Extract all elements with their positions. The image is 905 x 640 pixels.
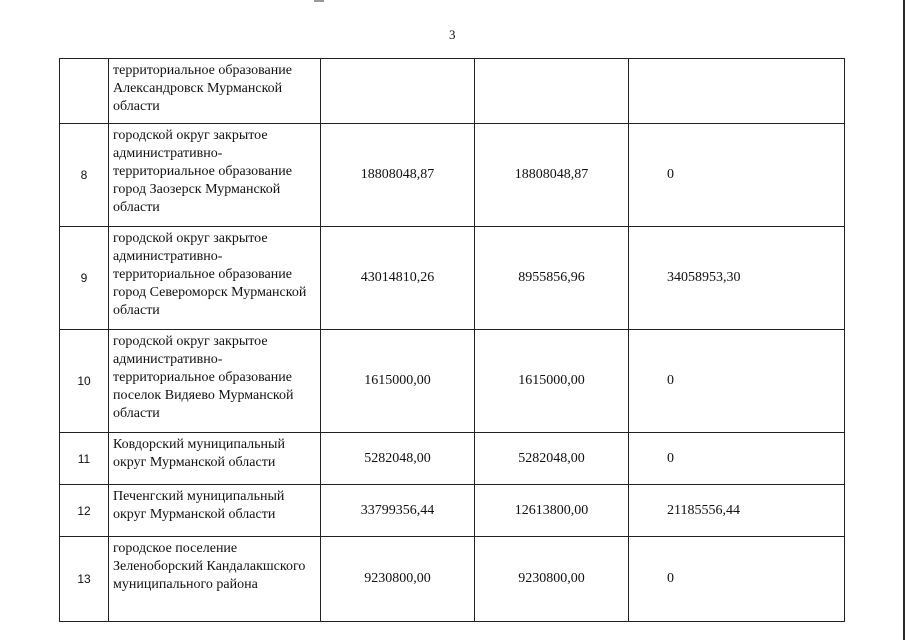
municipality-name: городское поселение Зеленоборский Кандалакшского муниципального района	[109, 537, 321, 622]
municipality-name: городской округ закрытое административно-территориальное образование город Заозерск Мурманской области	[109, 124, 321, 227]
amount-total: 43014810,26	[321, 227, 475, 330]
row-number: 10	[60, 330, 109, 433]
scan-mark	[314, 0, 324, 2]
row-number: 8	[60, 124, 109, 227]
amount-second: 18808048,87	[475, 124, 629, 227]
table-row	[60, 227, 845, 330]
amount-total: 9230800,00	[321, 537, 475, 622]
amount-second: 9230800,00	[475, 537, 629, 622]
row-number: 12	[60, 485, 109, 537]
budget-table	[59, 58, 845, 622]
amount-second: 5282048,00	[475, 433, 629, 485]
amount-third: 0	[629, 330, 845, 433]
amount-total: 33799356,44	[321, 485, 475, 537]
amount-total	[321, 59, 475, 124]
amount-second: 8955856,96	[475, 227, 629, 330]
amount-third: 0	[629, 124, 845, 227]
row-number: 13	[60, 537, 109, 622]
amount-third	[629, 59, 845, 124]
table-row	[60, 330, 845, 433]
amount-third: 0	[629, 537, 845, 622]
row-number	[60, 59, 109, 124]
amount-second: 12613800,00	[475, 485, 629, 537]
table-row	[60, 124, 845, 227]
table-row	[60, 537, 845, 622]
municipality-name: Печенгский муниципальный округ Мурманской области	[109, 485, 321, 537]
amount-second	[475, 59, 629, 124]
amount-second: 1615000,00	[475, 330, 629, 433]
amount-total: 18808048,87	[321, 124, 475, 227]
table-row	[60, 485, 845, 537]
row-number: 11	[60, 433, 109, 485]
page-number: 3	[449, 27, 456, 42]
municipality-name: городской округ закрытое административно-территориальное образование город Североморск Мурманской области	[109, 227, 321, 330]
amount-total: 5282048,00	[321, 433, 475, 485]
municipality-name: Ковдорский муниципальный округ Мурманской области	[109, 433, 321, 485]
amount-third: 0	[629, 433, 845, 485]
amount-total: 1615000,00	[321, 330, 475, 433]
table-row	[60, 59, 845, 124]
table-row	[60, 433, 845, 485]
amount-third: 21185556,44	[629, 485, 845, 537]
municipality-name: городской округ закрытое административно-территориальное образование поселок Видяево Мурманской области	[109, 330, 321, 433]
row-number: 9	[60, 227, 109, 330]
amount-third: 34058953,30	[629, 227, 845, 330]
municipality-name: территориальное образование Александровск Мурманской области	[109, 59, 321, 124]
